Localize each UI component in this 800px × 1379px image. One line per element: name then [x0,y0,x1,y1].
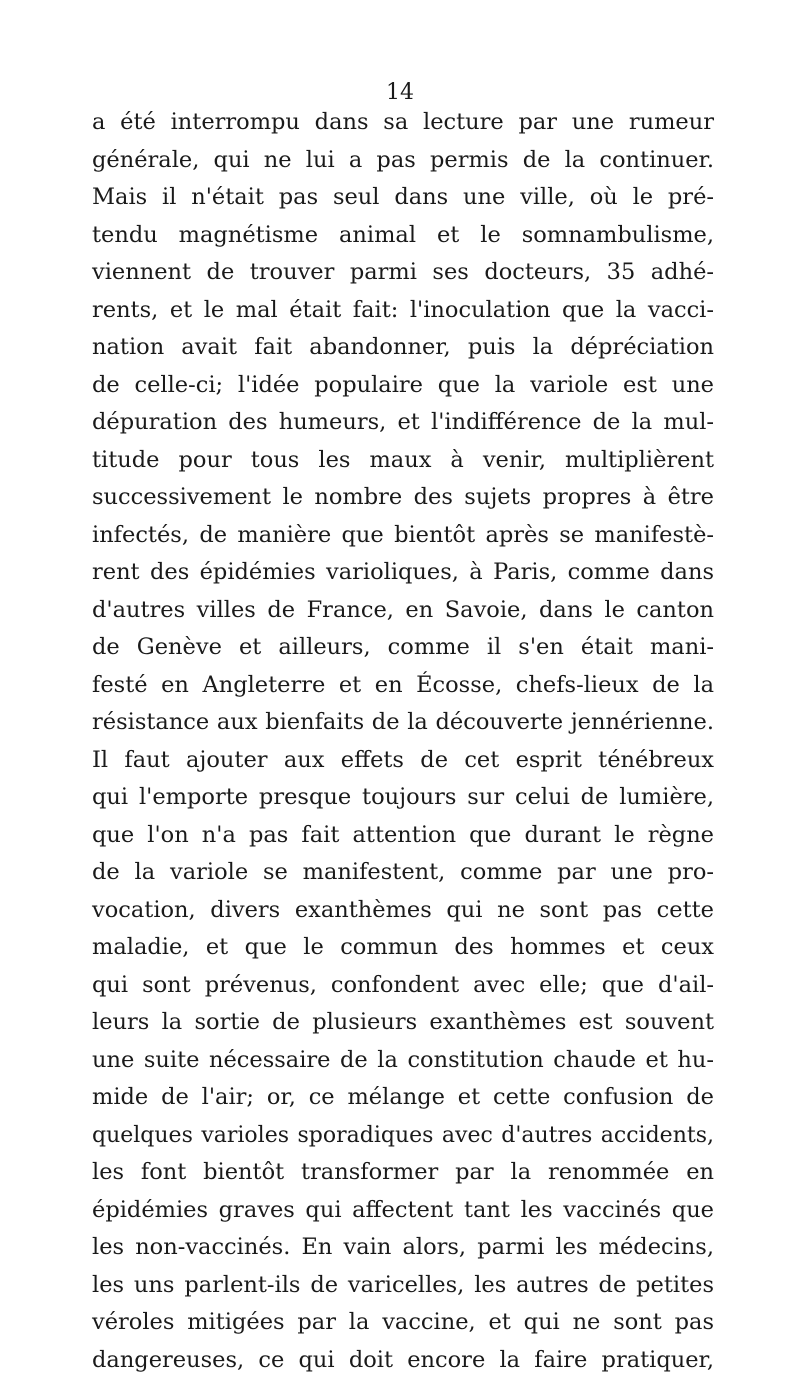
text-line: titude pour tous les maux à venir, multiplièrent [92,442,714,480]
text-line: tendu magnétisme animal et le somnambulisme, [92,217,714,255]
text-line: viennent de trouver parmi ses docteurs, 35 adhé- [92,254,714,292]
text-line: qui l'emporte presque toujours sur celui de lumière, [92,779,714,817]
text-line: successivement le nombre des sujets propres à être [92,479,714,517]
text-line: de Genève et ailleurs, comme il s'en était mani- [92,629,714,667]
text-line: a été interrompu dans sa lecture par une rumeur [92,104,714,142]
text-line: rents, et le mal était fait: l'inoculation que la vacci- [92,292,714,330]
page-number: 14 [0,80,800,106]
text-line: maladie, et que le commun des hommes et ceux [92,929,714,967]
text-line: quelques varioles sporadiques avec d'autres accidents, [92,1117,714,1155]
text-line: rent des épidémies varioliques, à Paris, comme dans [92,554,714,592]
text-line: vocation, divers exanthèmes qui ne sont pas cette [92,892,714,930]
text-line: de la variole se manifestent, comme par une pro- [92,854,714,892]
text-line: mide de l'air; or, ce mélange et cette confusion de [92,1079,714,1117]
text-line: dangereuses, ce qui doit encore la faire pratiquer, [92,1342,714,1379]
text-line: une suite nécessaire de la constitution chaude et hu- [92,1042,714,1080]
text-line: leurs la sortie de plusieurs exanthèmes est souvent [92,1004,714,1042]
text-line: de celle-ci; l'idée populaire que la variole est une [92,367,714,405]
text-line: épidémies graves qui affectent tant les vaccinés que [92,1192,714,1230]
text-line: d'autres villes de France, en Savoie, dans le canton [92,592,714,630]
text-line: infectés, de manière que bientôt après se manifestè- [92,517,714,555]
text-line: les non-vaccinés. En vain alors, parmi les médecins, [92,1229,714,1267]
text-line: Il faut ajouter aux effets de cet esprit ténébreux [92,742,714,780]
text-line: que l'on n'a pas fait attention que durant le règne [92,817,714,855]
text-line: résistance aux bienfaits de la découverte jennérienne. [92,704,714,742]
text-line: dépuration des humeurs, et l'indifférence de la mul- [92,404,714,442]
text-line: générale, qui ne lui a pas permis de la continuer. [92,142,714,180]
text-line: les uns parlent-ils de varicelles, les autres de petites [92,1267,714,1305]
text-line: Mais il n'était pas seul dans une ville, où le pré- [92,179,714,217]
text-line: qui sont prévenus, confondent avec elle; que d'ail- [92,967,714,1005]
text-line: nation avait fait abandonner, puis la dépréciation [92,329,714,367]
text-line: festé en Angleterre et en Écosse, chefs-lieux de la [92,667,714,705]
text-line: véroles mitigées par la vaccine, et qui ne sont pas [92,1304,714,1342]
text-line: les font bientôt transformer par la renommée en [92,1154,714,1192]
body-text [92,104,714,1379]
